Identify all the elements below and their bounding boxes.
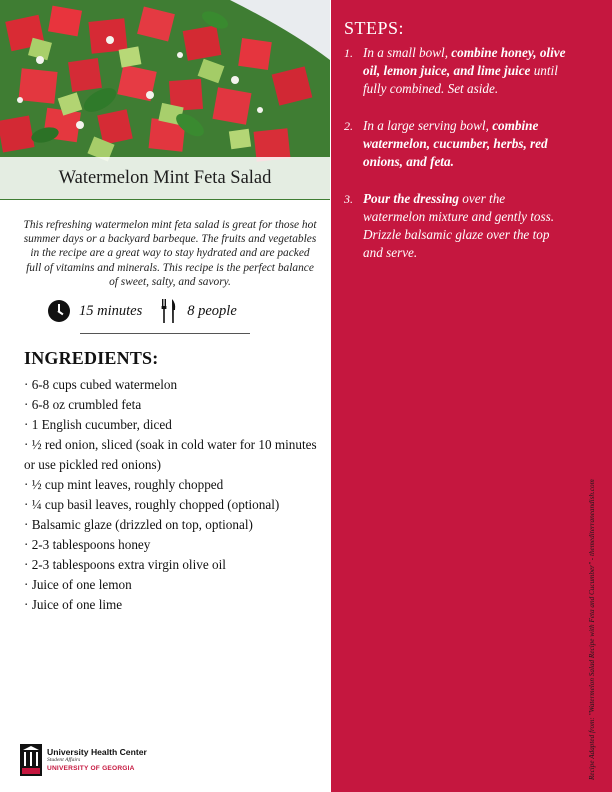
steps-heading: STEPS: <box>344 18 405 38</box>
utensils-icon <box>160 299 178 323</box>
step-item <box>344 117 566 171</box>
step-number: 1. <box>344 46 353 60</box>
step-number: 3. <box>344 192 353 206</box>
ingredient-item: · 6-8 oz crumbled feta <box>24 397 142 412</box>
arch-logo <box>20 744 42 776</box>
logo-line-2: Student Affairs <box>47 757 81 764</box>
ingredient-item: · Balsamic glaze (drizzled on top, optional) <box>24 517 253 532</box>
ingredient-item: · 2-3 tablespoons honey <box>24 537 151 552</box>
step-emphasis: Pour the dressing <box>363 191 459 206</box>
step-emphasis: combine honey, olive oil, lemon juice, and lime juice <box>363 45 566 78</box>
step-text: over the watermelon mixture and gently toss. Drizzle balsamic glaze over the top and serve. <box>363 191 555 260</box>
ingredients-heading: INGREDIENTS: <box>24 348 159 368</box>
ingredient-item: · 2-3 tablespoons extra virgin olive oil <box>24 557 226 572</box>
step-emphasis: combine watermelon, cucumber, herbs, red onions, and feta. <box>363 118 548 169</box>
prep-time: 15 minutes <box>79 302 143 319</box>
divider <box>80 333 250 334</box>
recipe-intro: This refreshing watermelon mint feta salad is great for those hot summer days or a backyard barbeque. The fruits and vegetables in the recipe are a great way to stay hydrated and are packed full of vitamins and minerals. This recipe is the perfect balance of sweet, salty, and savory. <box>23 219 317 288</box>
step-text: In a small bowl, <box>363 45 452 60</box>
ingredient-item: · ½ cup mint leaves, roughly chopped <box>24 477 224 492</box>
ingredients-list <box>24 375 324 615</box>
recipe-credit: Recipe Adapted from: "Watermelon Salad Recipe with Feta and Cucumber" - themediterraneandish.com <box>588 479 596 780</box>
step-text: In a large serving bowl, <box>363 118 493 133</box>
step-number: 2. <box>344 119 353 133</box>
ingredient-item: · 1 English cucumber, diced <box>24 417 172 432</box>
recipe-title-bar <box>0 157 330 199</box>
logo-line-3: UNIVERSITY OF GEORGIA <box>47 764 135 772</box>
clock-icon <box>48 300 70 322</box>
steps-list <box>344 44 566 281</box>
logo-line-1: University Health Center <box>47 746 147 757</box>
ingredient-item: · 6-8 cups cubed watermelon <box>24 377 178 392</box>
step-item <box>344 190 566 262</box>
ingredient-item: · Juice of one lemon <box>24 577 132 592</box>
step-text: until fully combined. Set aside. <box>363 63 558 96</box>
recipe-title: Watermelon Mint Feta Salad <box>58 167 272 188</box>
recipe-meta <box>48 298 288 324</box>
ingredient-item: · ¼ cup basil leaves, roughly chopped (optional) <box>24 497 280 512</box>
ingredient-item: · ½ red onion, sliced (soak in cold water for 10 minutes or use pickled red onions) <box>24 437 317 472</box>
ingredient-item: · Juice of one lime <box>24 597 123 612</box>
step-item <box>344 44 566 98</box>
servings: 8 people <box>187 302 237 319</box>
uhc-logo <box>20 744 147 776</box>
